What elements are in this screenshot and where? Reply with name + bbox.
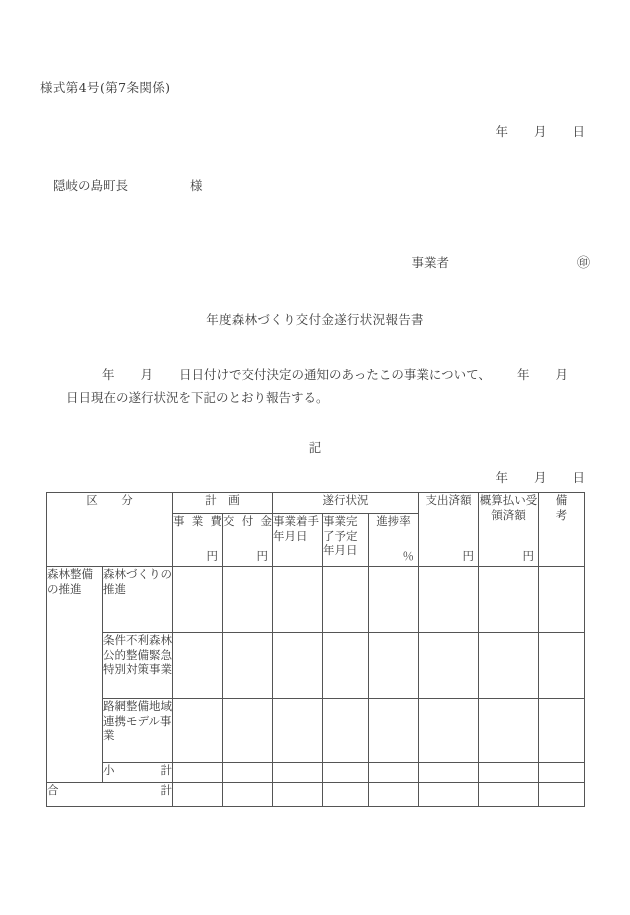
body-day-1: 日 [179,367,192,382]
header-end-date [323,514,369,567]
cell-advance-received[interactable] [479,567,539,633]
date-day-table: 日 [572,470,585,485]
header-advance-received-label: 概算払い受領済額 [479,493,538,522]
date-line-table [0,468,585,486]
cell-plan-grant[interactable] [223,699,273,763]
table-subtotal-row [47,763,585,783]
cell-start-date[interactable] [273,783,323,807]
body-month-2: 月 [555,367,568,382]
header-advance-received [479,493,539,567]
header-start-date-label: 事業着手年月日 [273,514,319,543]
header-paid-amount-label: 支出済額 [425,493,472,507]
row-group-label: 森林整備の推進 [47,567,103,783]
body-year-2: 年 [516,367,530,382]
header-remarks [539,493,585,567]
cell-advance-received[interactable] [479,763,539,783]
table-row [47,699,585,763]
date-month-table: 月 [533,470,547,485]
header-plan-cost-label: 事業費 [173,514,222,528]
form-number: 様式第4号(第7条関係) [40,80,171,95]
cell-start-date[interactable] [273,763,323,783]
date-line-top [0,122,585,140]
cell-plan-grant[interactable] [223,763,273,783]
table-row [47,567,585,633]
page-title: 年度森林づくり交付金遂行状況報告書 [206,312,424,327]
cell-paid-amount[interactable] [419,699,479,763]
report-table-wrapper [46,492,584,807]
header-remarks-label: 備考 [555,493,568,522]
cell-plan-cost[interactable] [173,567,223,633]
header-plan-grant-label: 交付金 [223,514,272,528]
cell-rate[interactable] [369,633,419,699]
header-rate-unit: ％ [402,549,415,564]
addressee-honorific: 様 [190,178,203,193]
cell-plan-grant[interactable] [223,633,273,699]
cell-plan-grant[interactable] [223,783,273,807]
header-progress-group: 遂行状況 [273,493,419,514]
addressee-name: 隠岐の島町長 [53,178,129,193]
cell-advance-received[interactable] [479,783,539,807]
row-item-label: 森林づくりの推進 [103,567,173,633]
header-paid-amount-unit: 円 [462,549,475,564]
header-plan-cost-unit: 円 [206,549,218,564]
cell-plan-cost[interactable] [173,633,223,699]
operator-line [0,252,590,271]
table-header-row-1 [47,493,585,514]
total-label-left: 合 [47,783,59,797]
row-item-label: 条件不利森林公的整備緊急特別対策事業 [103,633,173,699]
header-paid-amount [419,493,479,567]
date-year-top: 年 [495,124,508,139]
cell-remarks[interactable] [539,567,585,633]
header-end-date-label: 事業完了予定年月日 [323,514,358,558]
cell-rate[interactable] [369,567,419,633]
table-total-row [47,783,585,807]
cell-advance-received[interactable] [479,633,539,699]
operator-label: 事業者 [411,255,449,270]
cell-end-date[interactable] [323,633,369,699]
header-start-date [273,514,323,567]
row-item-label: 路網整備地域連携モデル事業 [103,699,173,763]
body-day-2: 日 [66,390,79,406]
total-label-right: 計 [160,783,172,797]
header-rate [369,514,419,567]
cell-paid-amount[interactable] [419,633,479,699]
cell-paid-amount[interactable] [419,763,479,783]
table-row [47,633,585,699]
subtotal-label-left: 小 [103,763,115,777]
cell-start-date[interactable] [273,567,323,633]
cell-end-date[interactable] [323,567,369,633]
cell-plan-cost[interactable] [173,763,223,783]
body-year-1: 年 [102,367,115,382]
header-kubun-label: 区 分 [86,493,139,507]
body-text-3: の遂行状況を下記のとおり報告する。 [116,390,329,406]
cell-end-date[interactable] [323,763,369,783]
date-month-top: 月 [533,124,547,139]
cell-paid-amount[interactable] [419,567,479,633]
cell-rate[interactable] [369,763,419,783]
cell-end-date[interactable] [323,783,369,807]
body-month-1: 月 [140,367,154,382]
header-rate-label: 進捗率 [376,514,411,528]
addressee-line [53,176,203,194]
total-label [47,783,173,807]
subtotal-label-right: 計 [160,763,172,777]
header-plan-group: 計 画 [173,493,273,514]
header-advance-received-unit: 円 [522,549,535,564]
header-kubun [47,493,173,567]
cell-plan-grant[interactable] [223,567,273,633]
body-text-2: 日現在 [78,390,117,406]
cell-paid-amount[interactable] [419,783,479,807]
cell-end-date[interactable] [323,699,369,763]
cell-rate[interactable] [369,699,419,763]
cell-remarks[interactable] [539,633,585,699]
subtotal-label [103,763,173,783]
date-day-top: 日 [572,124,585,139]
cell-start-date[interactable] [273,633,323,699]
header-plan-cost [173,514,223,567]
header-plan-grant [223,514,273,567]
cell-start-date[interactable] [273,699,323,763]
report-table [46,492,585,807]
cell-plan-cost[interactable] [173,783,223,807]
cell-remarks[interactable] [539,763,585,783]
body-paragraph [40,363,592,409]
seal-icon: ㊞ [576,256,590,271]
cell-rate[interactable] [369,783,419,807]
cell-remarks[interactable] [539,783,585,807]
cell-plan-cost[interactable] [173,699,223,763]
body-text-1: 日付けで交付決定の通知のあったこの事業について、 [191,367,491,382]
cell-remarks[interactable] [539,699,585,763]
cell-advance-received[interactable] [479,699,539,763]
date-year-table: 年 [495,470,508,485]
ki-marker: 記 [308,440,322,455]
header-plan-grant-unit: 円 [256,549,268,564]
